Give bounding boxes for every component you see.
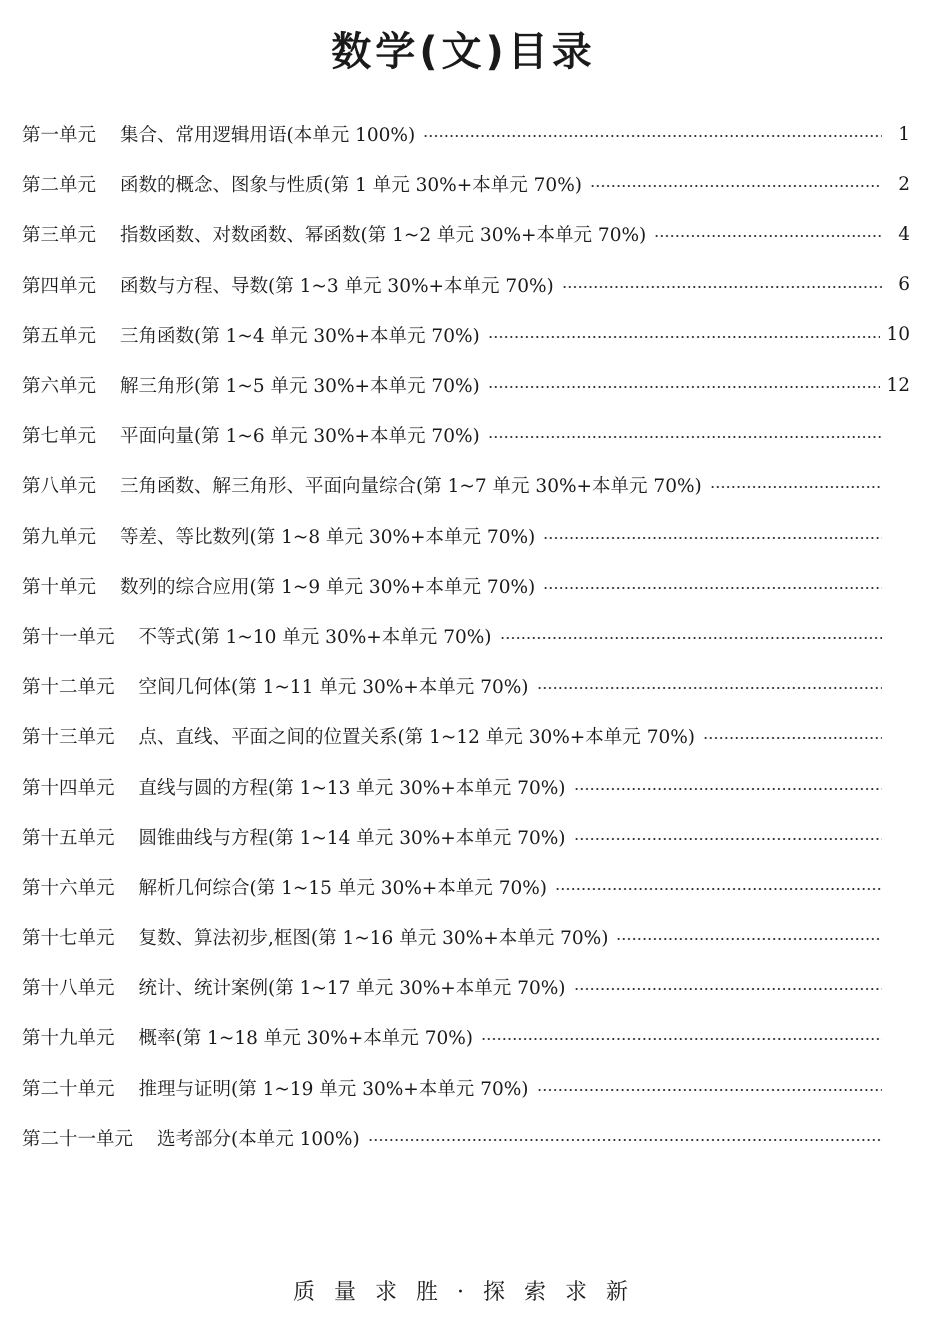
toc-unit-name: 第十五单元: [22, 827, 115, 849]
dot-leader: [500, 637, 882, 639]
toc-entry[interactable]: [22, 1063, 910, 1113]
toc-unit-topic: 空间几何体(第 1~11 单元 30%+本单元 70%): [138, 677, 529, 699]
dot-leader: [481, 1038, 882, 1040]
toc-entry[interactable]: [22, 209, 910, 259]
toc-unit-name: 第三单元: [22, 225, 97, 247]
toc-unit-topic: 直线与圆的方程(第 1~13 单元 30%+本单元 70%): [138, 777, 566, 799]
toc-unit-topic: 点、直线、平面之间的位置关系(第 1~12 单元 30%+本单元 70%): [138, 727, 696, 749]
toc-entry[interactable]: [22, 711, 910, 761]
toc-page-number: 12: [886, 374, 910, 396]
dot-leader: [555, 888, 882, 890]
toc-unit-topic: 统计、统计案例(第 1~17 单元 30%+本单元 70%): [138, 978, 566, 1000]
toc-entry[interactable]: [22, 260, 910, 310]
toc-unit-topic: 数列的综合应用(第 1~9 单元 30%+本单元 70%): [120, 576, 536, 598]
toc-entry[interactable]: [22, 109, 910, 159]
dot-leader: [423, 135, 882, 137]
toc-unit-topic: 集合、常用逻辑用语(本单元 100%): [120, 125, 416, 147]
toc-entry[interactable]: [22, 812, 910, 862]
toc-unit-topic: 三角函数(第 1~4 单元 30%+本单元 70%): [120, 325, 480, 347]
dot-leader: [488, 386, 881, 388]
toc-unit-name: 第十一单元: [22, 626, 115, 648]
page-title: 数学(文)目录: [331, 29, 596, 75]
table-of-contents: [22, 109, 910, 1163]
toc-unit-name: 第二单元: [22, 175, 97, 197]
toc-entry[interactable]: [22, 561, 910, 611]
toc-entry[interactable]: [22, 159, 910, 209]
dot-leader: [537, 1089, 882, 1091]
toc-entry[interactable]: [22, 661, 910, 711]
toc-unit-name: 第十九单元: [22, 1028, 115, 1050]
toc-unit-name: 第十七单元: [22, 928, 115, 950]
dot-leader: [488, 436, 882, 438]
dot-leader: [574, 788, 882, 790]
dot-leader: [590, 185, 882, 187]
toc-unit-name: 第七单元: [22, 426, 97, 448]
toc-entry[interactable]: [22, 1012, 910, 1062]
toc-unit-topic: 推理与证明(第 1~19 单元 30%+本单元 70%): [138, 1078, 529, 1100]
toc-entry[interactable]: [22, 912, 910, 962]
dot-leader: [368, 1139, 882, 1141]
toc-entry[interactable]: [22, 310, 910, 360]
toc-unit-topic: 函数的概念、图象与性质(第 1 单元 30%+本单元 70%): [120, 175, 582, 197]
toc-unit-topic: 概率(第 1~18 单元 30%+本单元 70%): [138, 1028, 474, 1050]
toc-entry[interactable]: [22, 1113, 910, 1163]
dot-leader: [543, 537, 882, 539]
toc-unit-topic: 选考部分(本单元 100%): [157, 1128, 360, 1150]
toc-unit-topic: 解析几何综合(第 1~15 单元 30%+本单元 70%): [138, 877, 548, 899]
toc-entry[interactable]: [22, 360, 910, 410]
toc-entry[interactable]: [22, 410, 910, 460]
toc-entry[interactable]: [22, 511, 910, 561]
toc-page-number: 4: [898, 223, 910, 245]
toc-unit-name: 第八单元: [22, 476, 97, 498]
toc-unit-topic: 不等式(第 1~10 单元 30%+本单元 70%): [138, 626, 492, 648]
toc-unit-name: 第十三单元: [22, 727, 115, 749]
dot-leader: [543, 587, 882, 589]
toc-unit-topic: 三角函数、解三角形、平面向量综合(第 1~7 单元 30%+本单元 70%): [120, 476, 702, 498]
toc-entry[interactable]: [22, 761, 910, 811]
toc-unit-topic: 等差、等比数列(第 1~8 单元 30%+本单元 70%): [120, 526, 536, 548]
toc-unit-name: 第十六单元: [22, 877, 115, 899]
dot-leader: [574, 988, 882, 990]
dot-leader: [537, 687, 882, 689]
toc-unit-topic: 函数与方程、导数(第 1~3 单元 30%+本单元 70%): [120, 275, 554, 297]
toc-unit-topic: 平面向量(第 1~6 单元 30%+本单元 70%): [120, 426, 480, 448]
toc-unit-name: 第四单元: [22, 275, 97, 297]
toc-unit-name: 第五单元: [22, 325, 97, 347]
toc-unit-name: 第六单元: [22, 376, 97, 398]
toc-unit-name: 第十二单元: [22, 677, 115, 699]
toc-unit-name: 第九单元: [22, 526, 97, 548]
dot-leader: [654, 235, 882, 237]
toc-unit-topic: 解三角形(第 1~5 单元 30%+本单元 70%): [120, 376, 480, 398]
toc-unit-topic: 指数函数、对数函数、幂函数(第 1~2 单元 30%+本单元 70%): [120, 225, 647, 247]
dot-leader: [616, 938, 882, 940]
toc-unit-topic: 复数、算法初步,框图(第 1~16 单元 30%+本单元 70%): [138, 928, 609, 950]
toc-unit-topic: 圆锥曲线与方程(第 1~14 单元 30%+本单元 70%): [138, 827, 566, 849]
toc-page-number: 10: [886, 324, 910, 346]
toc-unit-name: 第十单元: [22, 576, 97, 598]
toc-entry[interactable]: [22, 460, 910, 510]
toc-unit-name: 第十四单元: [22, 777, 115, 799]
toc-unit-name: 第一单元: [22, 125, 97, 147]
dot-leader: [562, 286, 882, 288]
toc-unit-name: 第二十一单元: [22, 1128, 134, 1150]
toc-entry[interactable]: [22, 862, 910, 912]
footer-slogan: 质 量 求 胜 · 探 索 求 新: [293, 1280, 634, 1305]
toc-unit-name: 第十八单元: [22, 978, 115, 1000]
toc-entry[interactable]: [22, 611, 910, 661]
dot-leader: [488, 336, 881, 338]
toc-page-number: 2: [898, 173, 910, 195]
toc-page-number: 6: [898, 274, 910, 296]
dot-leader: [710, 486, 882, 488]
toc-entry[interactable]: [22, 962, 910, 1012]
toc-page-number: 1: [898, 123, 910, 145]
dot-leader: [703, 737, 882, 739]
toc-unit-name: 第二十单元: [22, 1078, 115, 1100]
dot-leader: [574, 838, 882, 840]
